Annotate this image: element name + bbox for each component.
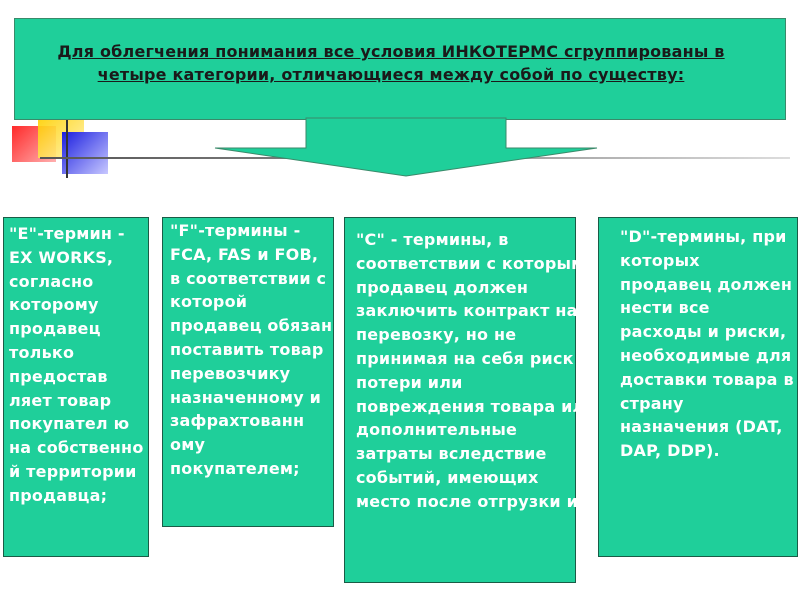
- card-f-text: "F"-термины - FCA, FAS и FOB, в соответствии с которой продавец обязан поставить товар перевозчику назначенному и зафрахтованн ому покупателем;: [170, 221, 333, 478]
- card-d-text: "D"-термины, при которых продавец должен нести все расходы и риски, необходимые для доставки товара в страну назначения (DAT, DAP, DDP).: [620, 227, 794, 461]
- card-e-text: "E"-термин - EX WORKS, согласно которому продавец только предостав ляет товар покупател ю на собственно й территории продавца;: [9, 224, 144, 505]
- down-arrow-shape: [0, 0, 800, 200]
- header-title: Для облегчения понимания все условия ИНКОТЕРМС сгруппированы в четыре категории, отличающиеся между собой по существу:: [57, 42, 725, 84]
- card-c-text: "С" - термины, в соответствии с которыми продавец должен заключить контракт на перевозку, но не принимая на себя риск потери или повреждения товара или дополнительные затраты вследствие событий, имеющих место после отгрузки и: [356, 230, 596, 511]
